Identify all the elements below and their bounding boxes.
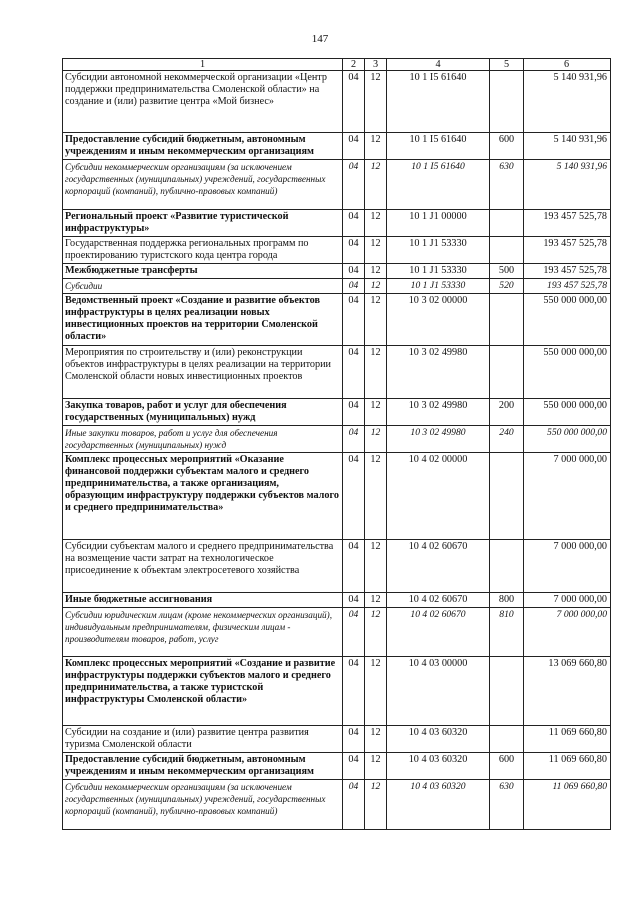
expense-type-cell [490,453,524,540]
row-name-cell: Межбюджетные трансферты [63,264,343,279]
amount-cell: 193 457 525,78 [524,279,611,294]
target-article-cell: 10 3 02 49980 [387,346,490,399]
table-row [63,237,611,264]
amount-cell: 7 000 000,00 [524,540,611,593]
expense-type-cell [490,210,524,237]
table-row [63,346,611,399]
expense-type-cell: 600 [490,133,524,160]
row-name-cell: Ведомственный проект «Создание и развитие объектов инфраструктуры в целях реализации новых инвестиционных проектов на территории Смоленской области» [63,294,343,346]
subsection-code-cell: 12 [365,399,387,426]
amount-cell: 11 069 660,80 [524,780,611,830]
section-code-cell: 04 [343,453,365,540]
row-name-cell: Комплекс процессных мероприятий «Оказание финансовой поддержки субъектам малого и среднего предпринимательства, а также организациям, образующим инфраструктуру поддержки субъектов малого и среднего предпринимательства» [63,453,343,540]
section-code-cell: 04 [343,753,365,780]
column-header: 2 [343,59,365,71]
subsection-code-cell: 12 [365,753,387,780]
row-name-cell: Мероприятия по строительству и (или) реконструкции объектов инфраструктуры в целях реализации на территории Смоленской области новых инвестиционных проектов [63,346,343,399]
target-article-cell: 10 1 J1 53330 [387,264,490,279]
page-number: 147 [311,33,329,45]
table-row [63,399,611,426]
table-row [63,753,611,780]
table-row [63,264,611,279]
row-name-cell: Предоставление субсидий бюджетным, автономным учреждениям и иным некоммерческим организациям [63,133,343,160]
target-article-cell: 10 1 J1 53330 [387,279,490,294]
subsection-code-cell: 12 [365,780,387,830]
expense-type-cell [490,346,524,399]
target-article-cell: 10 4 03 60320 [387,753,490,780]
table-row [63,133,611,160]
expense-type-cell: 200 [490,399,524,426]
amount-cell: 7 000 000,00 [524,453,611,540]
target-article-cell: 10 1 J1 53330 [387,237,490,264]
section-code-cell: 04 [343,71,365,133]
section-code-cell: 04 [343,346,365,399]
expense-type-cell [490,294,524,346]
section-code-cell: 04 [343,279,365,294]
table-row [63,426,611,453]
table-header-row [63,59,611,71]
section-code-cell: 04 [343,133,365,160]
amount-cell: 550 000 000,00 [524,346,611,399]
column-header: 6 [524,59,611,71]
expense-type-cell: 800 [490,593,524,608]
amount-cell: 11 069 660,80 [524,726,611,753]
table-row [63,780,611,830]
amount-cell: 13 069 660,80 [524,657,611,726]
table-row [63,160,611,210]
table-row [63,294,611,346]
subsection-code-cell: 12 [365,608,387,657]
expense-type-cell [490,540,524,593]
row-name-cell: Комплекс процессных мероприятий «Создание и развитие инфраструктуры поддержки субъектов малого и среднего предпринимательства, а также туристской инфраструктуры Смоленской области» [63,657,343,726]
target-article-cell: 10 3 02 00000 [387,294,490,346]
target-article-cell: 10 1 I5 61640 [387,160,490,210]
amount-cell: 550 000 000,00 [524,426,611,453]
row-name-cell: Субсидии [63,279,343,294]
target-article-cell: 10 3 02 49980 [387,399,490,426]
target-article-cell: 10 4 03 60320 [387,780,490,830]
target-article-cell: 10 4 02 60670 [387,593,490,608]
section-code-cell: 04 [343,160,365,210]
table-row [63,726,611,753]
subsection-code-cell: 12 [365,71,387,133]
column-header: 1 [63,59,343,71]
expense-type-cell [490,71,524,133]
amount-cell: 7 000 000,00 [524,593,611,608]
target-article-cell: 10 4 03 00000 [387,657,490,726]
section-code-cell: 04 [343,780,365,830]
section-code-cell: 04 [343,210,365,237]
expense-type-cell: 500 [490,264,524,279]
amount-cell: 5 140 931,96 [524,133,611,160]
column-header: 4 [387,59,490,71]
amount-cell: 5 140 931,96 [524,160,611,210]
table-row [63,593,611,608]
section-code-cell: 04 [343,237,365,264]
subsection-code-cell: 12 [365,593,387,608]
row-name-cell: Субсидии субъектам малого и среднего предпринимательства на возмещение части затрат на технологическое присоединение к объектам электросетевого хозяйства [63,540,343,593]
expense-type-cell: 810 [490,608,524,657]
expense-type-cell [490,657,524,726]
table-row [63,657,611,726]
row-name-cell: Государственная поддержка региональных программ по проектированию туристского кода центра города [63,237,343,264]
table-row [63,540,611,593]
expense-type-cell: 630 [490,160,524,210]
subsection-code-cell: 12 [365,453,387,540]
target-article-cell: 10 3 02 49980 [387,426,490,453]
section-code-cell: 04 [343,608,365,657]
amount-cell: 11 069 660,80 [524,753,611,780]
expense-type-cell [490,237,524,264]
expense-type-cell [490,726,524,753]
target-article-cell: 10 1 I5 61640 [387,133,490,160]
table-row [63,453,611,540]
expense-type-cell: 240 [490,426,524,453]
target-article-cell: 10 4 02 60670 [387,540,490,593]
subsection-code-cell: 12 [365,426,387,453]
target-article-cell: 10 1 J1 00000 [387,210,490,237]
budget-table-body [63,59,611,830]
section-code-cell: 04 [343,264,365,279]
table-row [63,210,611,237]
expense-type-cell: 630 [490,780,524,830]
section-code-cell: 04 [343,657,365,726]
subsection-code-cell: 12 [365,657,387,726]
subsection-code-cell: 12 [365,540,387,593]
column-header: 3 [365,59,387,71]
table-row [63,608,611,657]
table-row [63,71,611,133]
row-name-cell: Предоставление субсидий бюджетным, автономным учреждениям и иным некоммерческим организациям [63,753,343,780]
subsection-code-cell: 12 [365,210,387,237]
subsection-code-cell: 12 [365,294,387,346]
row-name-cell: Субсидии автономной некоммерческой организации «Центр поддержки предпринимательства Смоленской области» на создание и (или) развитие центра «Мой бизнес» [63,71,343,133]
subsection-code-cell: 12 [365,726,387,753]
target-article-cell: 10 4 03 60320 [387,726,490,753]
row-name-cell: Иные закупки товаров, работ и услуг для обеспечения государственных (муниципальных) нужд [63,426,343,453]
row-name-cell: Иные бюджетные ассигнования [63,593,343,608]
section-code-cell: 04 [343,540,365,593]
subsection-code-cell: 12 [365,133,387,160]
subsection-code-cell: 12 [365,160,387,210]
target-article-cell: 10 1 I5 61640 [387,71,490,133]
expense-type-cell: 520 [490,279,524,294]
table-row [63,279,611,294]
target-article-cell: 10 4 02 60670 [387,608,490,657]
target-article-cell: 10 4 02 00000 [387,453,490,540]
subsection-code-cell: 12 [365,237,387,264]
section-code-cell: 04 [343,426,365,453]
row-name-cell: Субсидии на создание и (или) развитие центра развития туризма Смоленской области [63,726,343,753]
amount-cell: 5 140 931,96 [524,71,611,133]
amount-cell: 7 000 000,00 [524,608,611,657]
amount-cell: 550 000 000,00 [524,399,611,426]
amount-cell: 193 457 525,78 [524,264,611,279]
section-code-cell: 04 [343,593,365,608]
subsection-code-cell: 12 [365,346,387,399]
row-name-cell: Субсидии некоммерческим организациям (за исключением государственных (муниципальных) учреждений, государственных корпораций (компаний), публично-правовых компаний) [63,780,343,830]
section-code-cell: 04 [343,294,365,346]
expense-type-cell: 600 [490,753,524,780]
subsection-code-cell: 12 [365,279,387,294]
subsection-code-cell: 12 [365,264,387,279]
column-header: 5 [490,59,524,71]
amount-cell: 550 000 000,00 [524,294,611,346]
row-name-cell: Региональный проект «Развитие туристической инфраструктуры» [63,210,343,237]
budget-table [62,58,611,830]
amount-cell: 193 457 525,78 [524,210,611,237]
section-code-cell: 04 [343,399,365,426]
row-name-cell: Субсидии юридическим лицам (кроме некоммерческих организаций), индивидуальным предпринимателям, физическим лицам - производителям товаров, работ, услуг [63,608,343,657]
amount-cell: 193 457 525,78 [524,237,611,264]
row-name-cell: Закупка товаров, работ и услуг для обеспечения государственных (муниципальных) нужд [63,399,343,426]
section-code-cell: 04 [343,726,365,753]
row-name-cell: Субсидии некоммерческим организациям (за исключением государственных (муниципальных) учреждений, государственных корпораций (компаний), публично-правовых компаний) [63,160,343,210]
